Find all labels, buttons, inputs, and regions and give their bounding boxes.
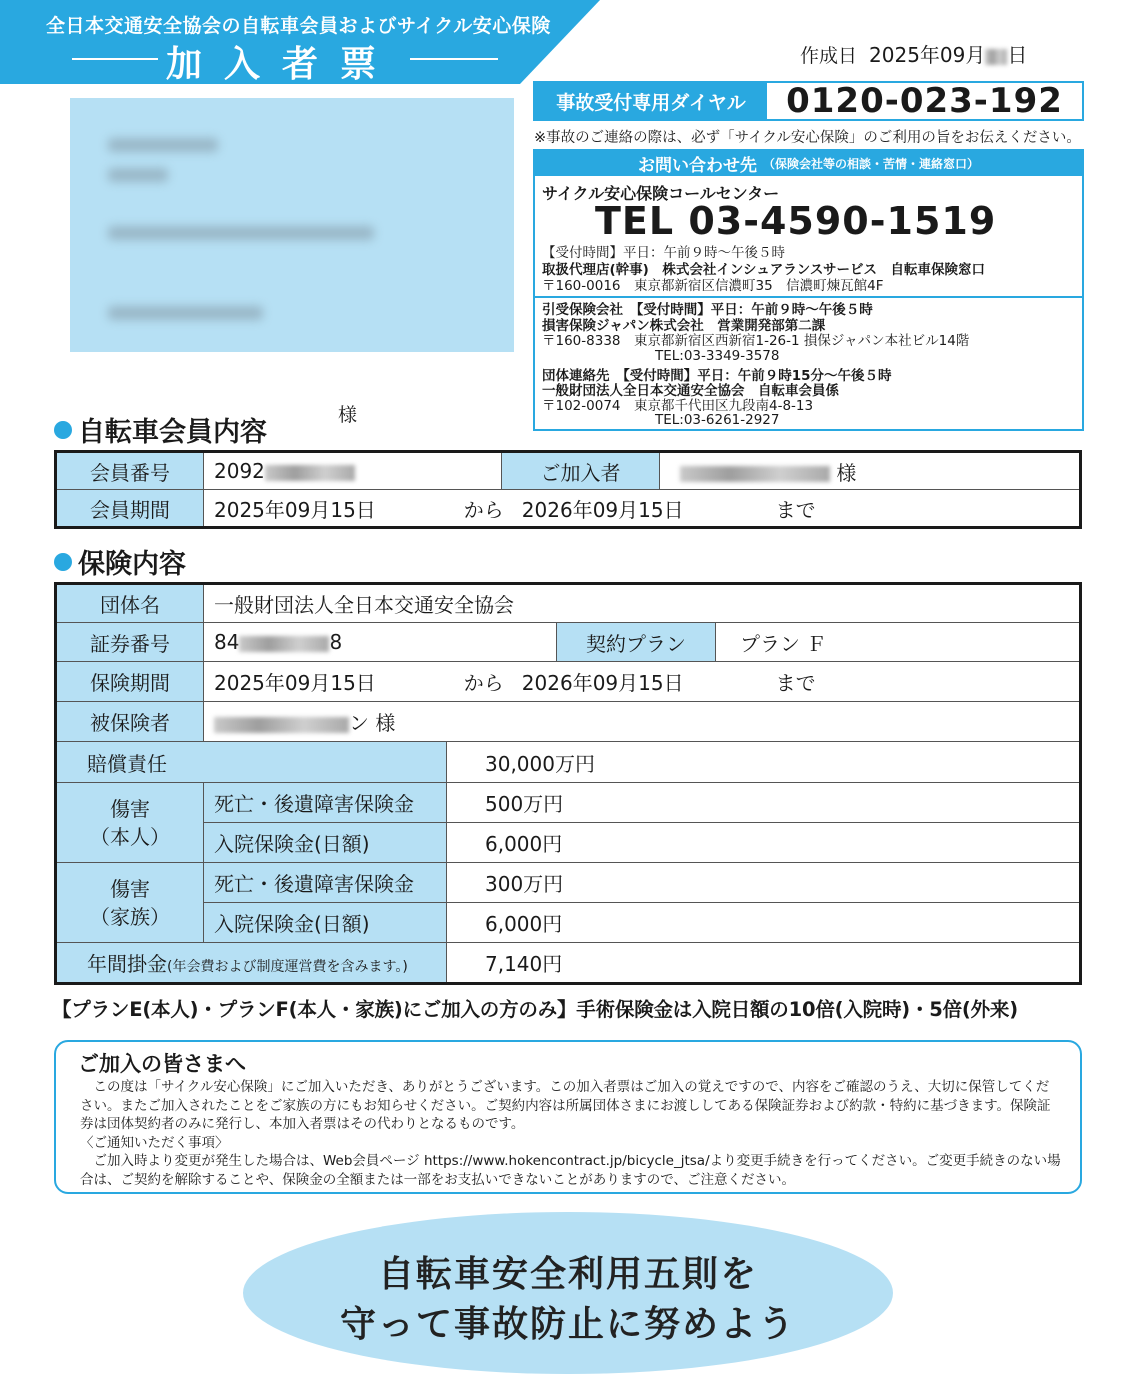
group-contact-name: 一般財団法人全日本交通安全協会 自転車会員係 bbox=[542, 383, 839, 399]
contact-divider bbox=[535, 296, 1082, 298]
call-center-hours: 【受付時間】平日：午前９時～午後５時 bbox=[542, 245, 785, 261]
premium-label bbox=[56, 943, 447, 984]
accident-dial-number: 0120-023-192 bbox=[786, 81, 1063, 121]
greeting-box bbox=[54, 1040, 1082, 1194]
policy-number-value bbox=[204, 623, 557, 662]
premium-label-note: (年会費および制度運営費を含みます。) bbox=[167, 959, 408, 975]
greeting-paragraph-2: 〈ご通知いただく事項〉 bbox=[80, 1134, 229, 1151]
insurance-period-value bbox=[204, 662, 1081, 702]
insurance-period-label: 保険期間 bbox=[56, 662, 204, 702]
member-period-from: 2025年09月15日 bbox=[214, 497, 376, 522]
family-hospital-label: 入院保険金(日額) bbox=[204, 903, 447, 943]
plan-label: 契約プラン bbox=[557, 623, 716, 662]
insurance-section-title: 保険内容 bbox=[78, 549, 186, 580]
insured-label: 被保険者 bbox=[56, 702, 204, 742]
family-hospital-value: 6,000円 bbox=[447, 903, 1081, 943]
family-death-value: 300万円 bbox=[447, 863, 1081, 903]
insurer-name: 損害保険ジャパン株式会社 営業開発部第二課 bbox=[542, 318, 826, 334]
member-period-to: 2026年09月15日 bbox=[521, 497, 684, 522]
injury-family-label bbox=[56, 863, 204, 943]
table-row bbox=[56, 452, 1081, 490]
insured-value bbox=[204, 702, 1081, 742]
member-number-prefix: 2092 bbox=[214, 459, 265, 483]
premium-value: 7,140円 bbox=[447, 943, 1081, 984]
insurer-address: 〒160-8338 東京都新宿区西新宿1-26-1 損保ジャパン本社ビル14階 bbox=[542, 333, 970, 349]
group-contact-tel: TEL:03-6261-2927 bbox=[655, 412, 780, 428]
banner-rule-left bbox=[72, 58, 158, 60]
agent-address: 〒160-0016 東京都新宿区信濃町35 信濃町煉瓦館4F bbox=[542, 278, 884, 294]
member-period-until-word: まで bbox=[775, 497, 816, 522]
member-period-from-word: から bbox=[463, 497, 504, 522]
redacted-subscriber-name bbox=[680, 466, 830, 482]
injury-family-line2: （家族） bbox=[90, 904, 170, 929]
call-center-tel: TEL 03-4590-1519 bbox=[595, 199, 997, 243]
accident-dial-box bbox=[533, 81, 1084, 121]
redacted-day bbox=[985, 49, 1007, 65]
injury-self-label bbox=[56, 783, 204, 863]
greeting-title: ご加入の皆さまへ bbox=[78, 1052, 246, 1076]
table-row bbox=[56, 863, 1081, 903]
safety-slogan bbox=[243, 1212, 893, 1374]
slogan-line-2: 守って事故防止に努めよう bbox=[339, 1304, 796, 1345]
bullet-dot-icon bbox=[54, 421, 72, 439]
redacted-postal-code bbox=[108, 138, 218, 152]
bullet-dot-icon bbox=[54, 553, 72, 571]
member-period-value bbox=[204, 490, 1081, 528]
redacted-recipient-name bbox=[108, 306, 263, 320]
table-row bbox=[56, 823, 1081, 863]
creation-date bbox=[800, 39, 1027, 68]
policy-number-label: 証券番号 bbox=[56, 623, 204, 662]
insurer-heading: 引受保険会社 【受付時間】平日：午前９時～午後５時 bbox=[542, 302, 873, 318]
redacted-address-line-1 bbox=[108, 168, 168, 182]
insurance-period-from: 2025年09月15日 bbox=[214, 671, 376, 695]
member-number-value bbox=[204, 452, 502, 490]
creation-date-suffix: 日 bbox=[1007, 43, 1028, 67]
creation-date-value: 2025年09月 bbox=[869, 43, 986, 67]
family-death-label: 死亡・後遺障害保険金 bbox=[204, 863, 447, 903]
slogan-line-1: 自転車安全利用五則を bbox=[377, 1254, 758, 1295]
insurance-period-to: 2026年09月15日 bbox=[521, 671, 684, 695]
self-hospital-value: 6,000円 bbox=[447, 823, 1081, 863]
insurance-table bbox=[54, 582, 1082, 985]
policy-number-prefix: 84 bbox=[214, 630, 240, 654]
redacted-policy-number bbox=[239, 636, 329, 652]
self-death-label: 死亡・後遺障害保険金 bbox=[204, 783, 447, 823]
group-name-value: 一般財団法人全日本交通安全協会 bbox=[204, 584, 1081, 623]
table-row bbox=[56, 584, 1081, 623]
group-name-label: 団体名 bbox=[56, 584, 204, 623]
insurance-period-until-word: まで bbox=[775, 671, 816, 695]
recipient-honorific: 様 bbox=[338, 404, 358, 426]
insured-name-tail: ン bbox=[349, 711, 369, 735]
plan-value: プラン Ｆ bbox=[716, 623, 1081, 662]
redacted-member-number bbox=[265, 465, 355, 481]
injury-self-line2: （本人） bbox=[90, 824, 170, 849]
table-row bbox=[56, 662, 1081, 702]
premium-label-main: 年間掛金 bbox=[87, 952, 167, 976]
subscriber-value bbox=[660, 452, 1081, 490]
member-table bbox=[54, 450, 1082, 529]
contact-heading bbox=[535, 151, 1082, 176]
accident-dial-label: 事故受付専用ダイヤル bbox=[535, 83, 767, 119]
subscriber-label: ご加入者 bbox=[502, 452, 660, 490]
table-row bbox=[56, 702, 1081, 742]
table-row bbox=[56, 623, 1081, 662]
contact-heading-sub: （保険会社等の相談・苦情・連絡窓口） bbox=[762, 157, 979, 171]
table-row bbox=[56, 742, 1081, 783]
greeting-text bbox=[80, 1078, 1062, 1190]
greeting-paragraph-3: ご加入時より変更が発生した場合は、Web会員ページ https://www.hokencontract.jp/bicycle_jtsa/より変更手続きを行ってください。ご変更手続きのない場合は、ご契約を解除することや、保険金の全額または一部をお支払いできないことがありますので、ご注意ください。 bbox=[80, 1153, 1061, 1188]
subscriber-honorific: 様 bbox=[836, 460, 857, 485]
creation-date-label: 作成日 bbox=[800, 45, 858, 67]
member-section-heading bbox=[54, 410, 267, 449]
insured-honorific: 様 bbox=[375, 711, 396, 735]
self-death-value: 500万円 bbox=[447, 783, 1081, 823]
table-row bbox=[56, 783, 1081, 823]
liability-label: 賠償責任 bbox=[56, 742, 447, 783]
recipient-address-block bbox=[70, 98, 514, 426]
contact-heading-main: お問い合わせ先 bbox=[637, 156, 757, 176]
contact-box bbox=[533, 149, 1084, 431]
greeting-paragraph-1: この度は「サイクル安心保険」にご加入いただき、ありがとうございます。この加入者票はご加入の覚えですので、内容をご確認のうえ、大切に保管してください。またご加入されたことをご家族の方にもお知らせください。ご契約内容は所属団体さまにお渡ししてある保険証券および約款・特約に基づきます。保険証券は団体契約者のみに発行し、本加入者票はその代わりとなるものです。 bbox=[80, 1079, 1051, 1133]
insurer-tel: TEL:03-3349-3578 bbox=[655, 348, 780, 364]
member-number-label: 会員番号 bbox=[56, 452, 204, 490]
member-period-label: 会員期間 bbox=[56, 490, 204, 528]
member-section-title: 自転車会員内容 bbox=[78, 417, 267, 448]
document-title: 加入者票 bbox=[166, 44, 399, 85]
injury-self-line1: 傷害 bbox=[110, 796, 150, 821]
banner-subtitle: 全日本交通安全協会の自転車会員およびサイクル安心保険 bbox=[46, 15, 551, 37]
insurance-period-from-word: から bbox=[463, 671, 504, 695]
injury-family-line1: 傷害 bbox=[110, 876, 150, 901]
group-contact-address: 〒102-0074 東京都千代田区九段南4-8-13 bbox=[542, 398, 814, 414]
group-contact-heading: 団体連絡先 【受付時間】平日：午前９時15分～午後５時 bbox=[542, 368, 892, 384]
policy-number-suffix: 8 bbox=[329, 630, 343, 654]
self-hospital-label: 入院保険金(日額) bbox=[204, 823, 447, 863]
table-row bbox=[56, 943, 1081, 984]
redacted-insured-name bbox=[214, 717, 349, 733]
agent-name: 取扱代理店(幹事) 株式会社インシュアランスサービス 自転車保険窓口 bbox=[542, 262, 986, 278]
call-center-name: サイクル安心保険コールセンター bbox=[542, 184, 780, 203]
surgery-plan-note: 【プランE(本人)・プランF(本人・家族)にご加入の方のみ】手術保険金は入院日額の10倍(入院時)・5倍(外来) bbox=[52, 998, 1018, 1021]
redacted-address-line-2 bbox=[108, 226, 374, 240]
insurance-section-heading bbox=[54, 542, 186, 581]
table-row bbox=[56, 490, 1081, 528]
liability-value: 30,000万円 bbox=[447, 742, 1081, 783]
banner-rule-right bbox=[410, 58, 498, 60]
table-row bbox=[56, 903, 1081, 943]
accident-dial-note: ※事故のご連絡の際は、必ず「サイクル安心保険」のご利用の旨をお伝えください。 bbox=[534, 130, 1081, 146]
